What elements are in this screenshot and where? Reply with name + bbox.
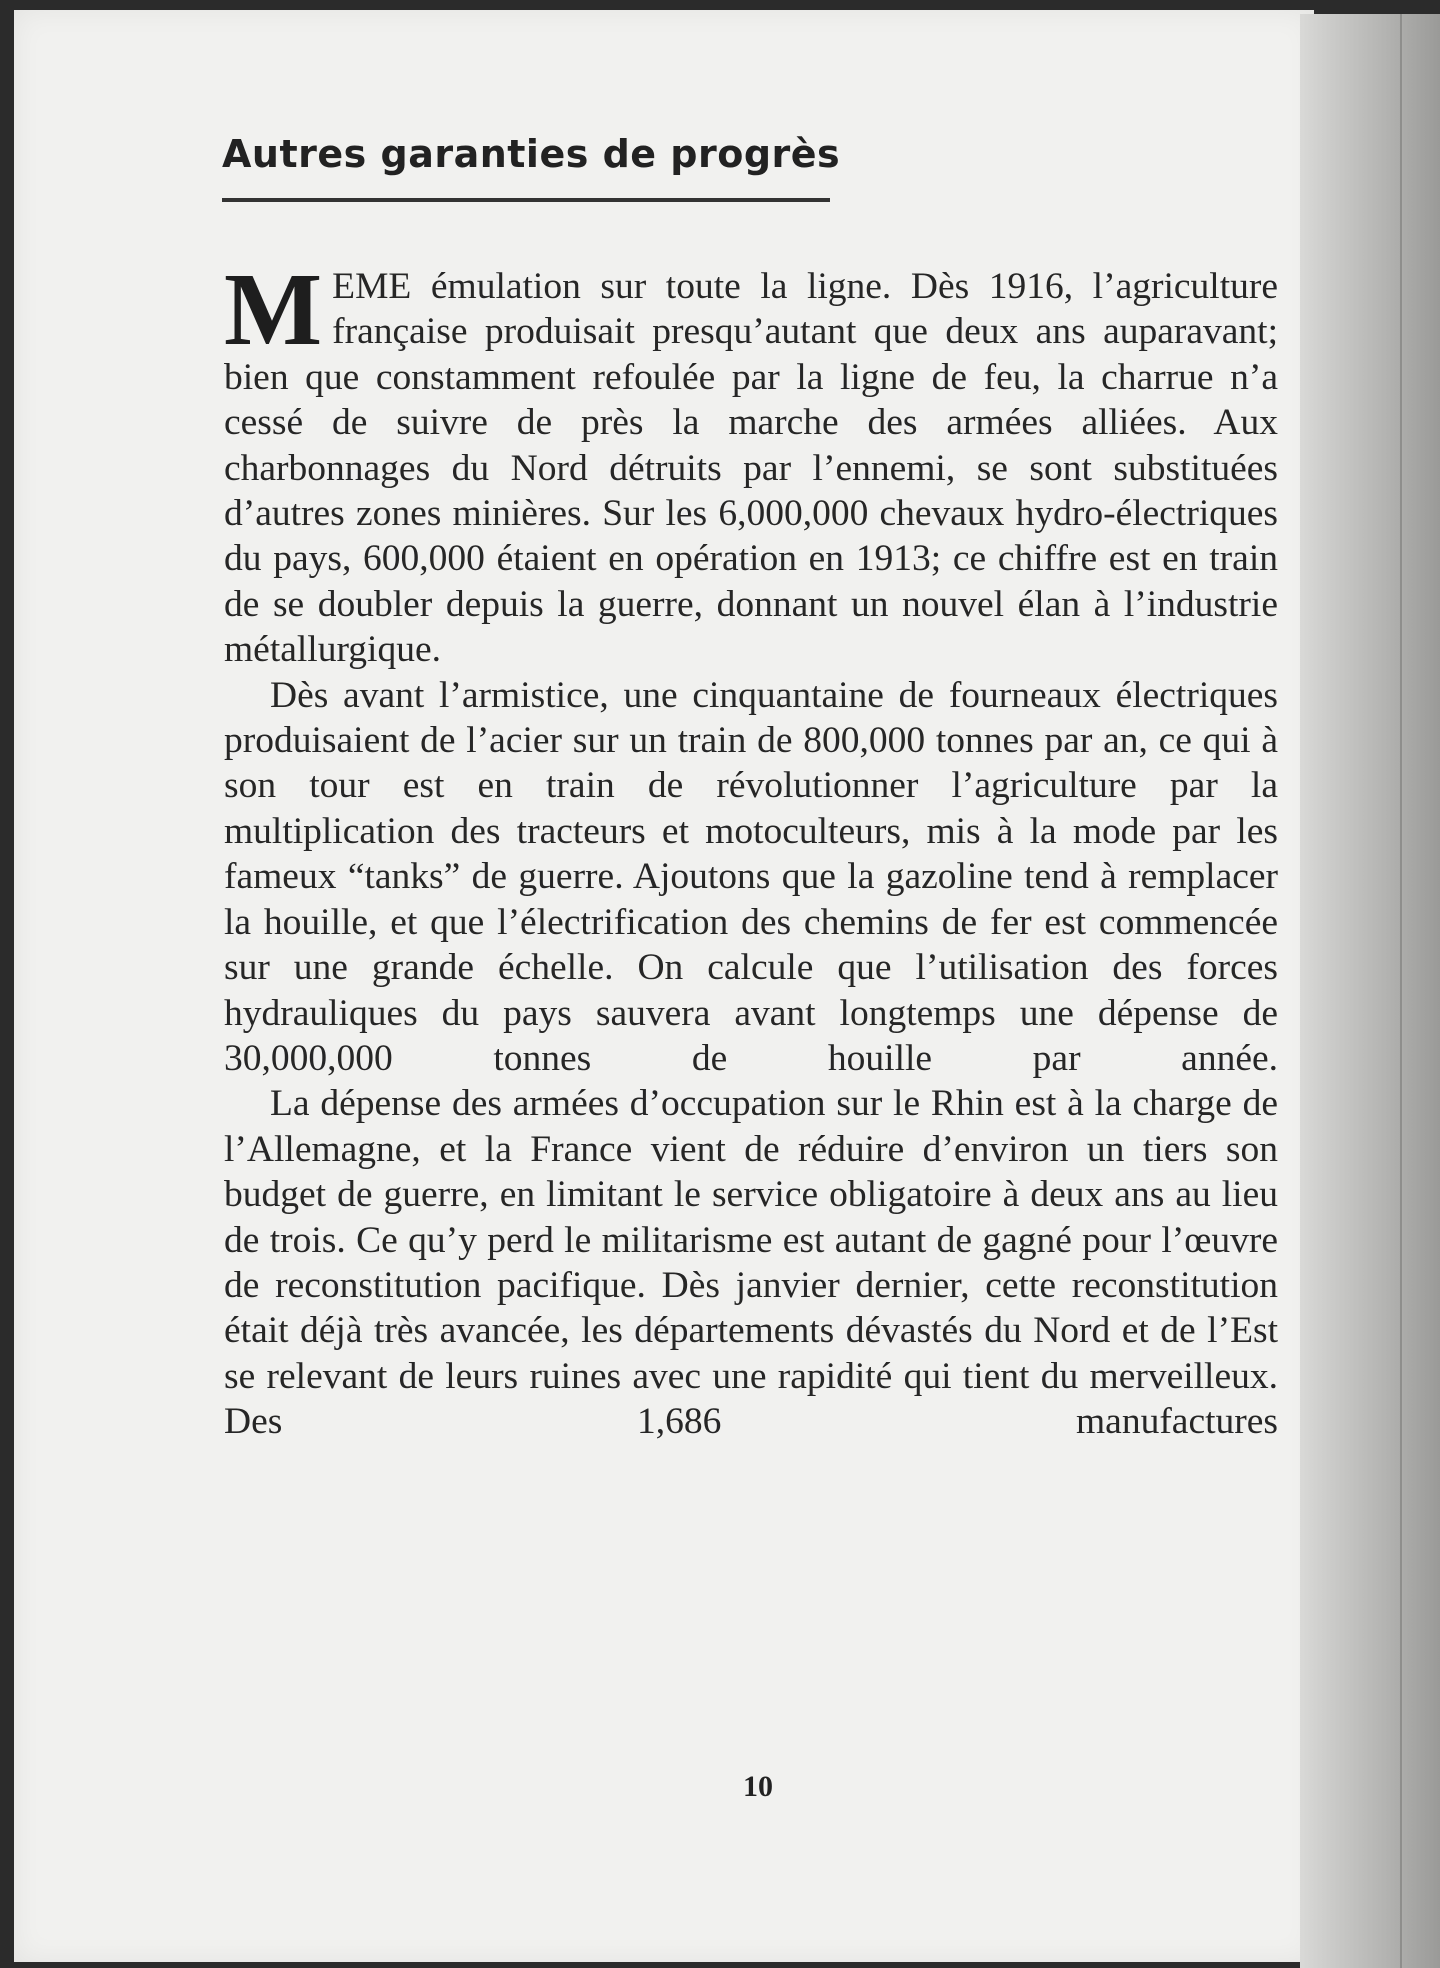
paragraph-3: La dépense des armées d’occupation sur le Rhin est à la charge de l’Allemagne, et la France vient de réduire d’environ un tiers son budget de guerre, en limitant le service obligatoire à deux ans au lieu de trois. Ce qu’y perd le militarisme est autant de gagné pour l’œuvre de reconstitution pacifique. Dès janvier dernier, cette reconstitution était déjà très avancée, les départements dévastés du Nord et de l’Est se relevant de leurs ruines avec une rapidité qui tient du merveilleux. Des 1,686 manufactures xyxy=(224,1083,1278,1443)
body-text xyxy=(224,252,1278,1445)
page-edge xyxy=(1300,14,1440,1968)
paragraph-1-text: EME émulation sur toute la ligne. Dès 1916, l’agriculture française produisait presqu’autant que deux ans auparavant; bien que constamment refoulée par la ligne de feu, la charrue n’a cessé de suivre de près la marche des armées alliées. Aux charbonnages du Nord détruits par l’ennemi, se sont substituées d’autres zones minières. Sur les 6,000,000 chevaux hydro-électriques du pays, 600,000 étaient en opération en 1913; ce chiffre est en train de se doubler depuis la guerre, donnant un nouvel élan à l’industrie métallurgique. xyxy=(224,266,1278,671)
paragraph-2: Dès avant l’armistice, une cinquantaine de fourneaux électriques produisaient de l’acier sur un train de 800,000 tonnes par an, ce qui à son tour est en train de révolutionner l’agriculture par la multiplication des tracteurs et motoculteurs, mis à la mode par les fameux “tanks” de guerre. Ajoutons que la gazoline tend à remplacer la houille, et que l’électrification des chemins de fer est commencée sur une grande échelle. On calcule que l’utilisation des forces hydrauliques du pays sauvera avant longtemps une dépense de 30,000,000 tonnes de houille par année. xyxy=(224,674,1278,1079)
page-edge-line xyxy=(1400,14,1402,1968)
heading-underline xyxy=(222,198,830,202)
section-heading: Autres garanties de progrès xyxy=(222,132,841,176)
drop-cap: M xyxy=(224,252,323,367)
page-number: 10 xyxy=(743,1770,773,1803)
paragraph-1 xyxy=(224,252,1278,673)
